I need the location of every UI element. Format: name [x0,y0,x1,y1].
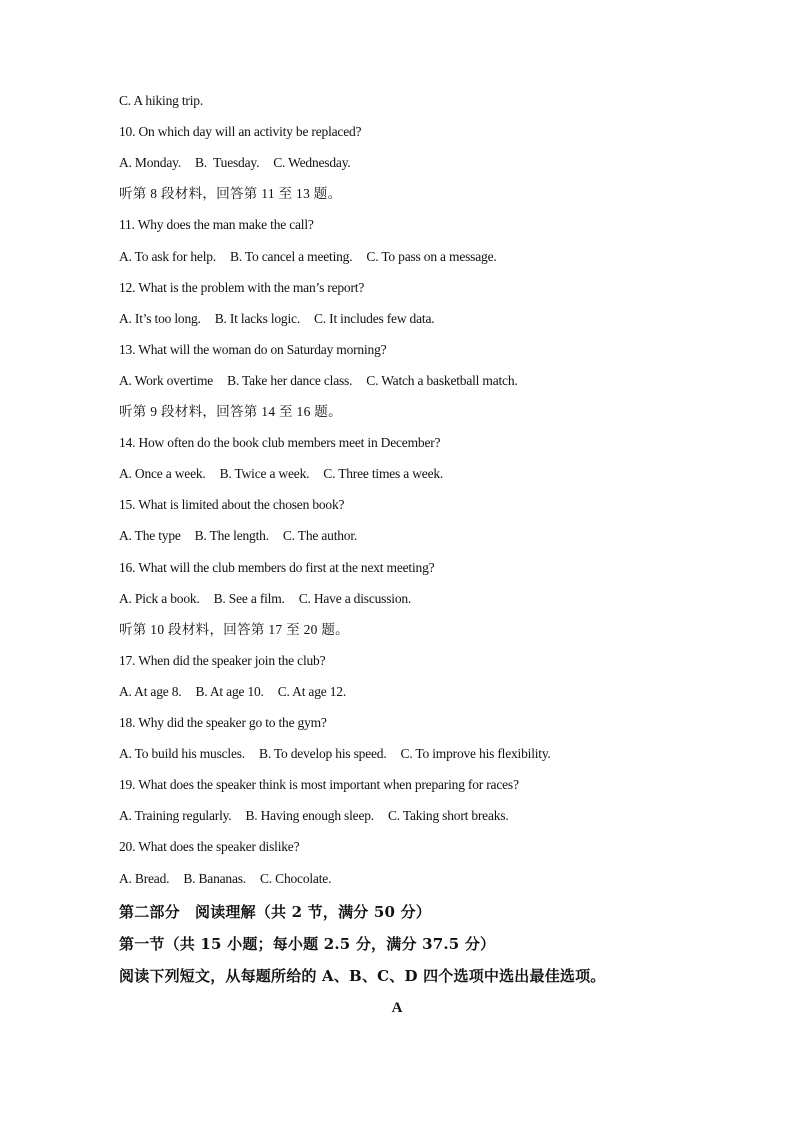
option-row [119,310,434,328]
answer-option: B. To develop his speed. [259,746,387,761]
answer-option: C. At age 12. [277,684,347,699]
question-text: 18. Why did the speaker go to the gym? [119,715,327,730]
question-text: 17. When did the speaker join the club? [119,653,326,668]
question-text: 12. What is the problem with the man’s report? [119,280,365,295]
answer-option: A. To ask for help. [119,249,216,264]
option-row [119,527,357,545]
section-instruction: 听第 10 段材料，回答第 17 至 20 题。 [119,622,349,637]
answer-option: A. Monday. [119,155,181,170]
option-row [119,465,443,483]
answer-option: C. It includes few data. [314,311,435,326]
option-row [119,248,497,266]
question-text: 14. How often do the book club members meet in December? [119,435,441,450]
question-text: 11. Why does the man make the call? [119,217,314,232]
answer-option: C. Have a discussion. [298,591,412,606]
question-text: 16. What will the club members do first at the next meeting? [119,560,435,575]
option-row [119,92,203,110]
answer-option: B. Having enough sleep. [245,808,374,823]
answer-option: B. See a film. [213,591,285,606]
option-row [119,807,509,825]
answer-option: A. Bread. [119,871,170,886]
question-text: 13. What will the woman do on Saturday morning? [119,342,387,357]
answer-option: B. Twice a week. [219,466,310,481]
option-row [119,745,551,763]
answer-option: A. Training regularly. [119,808,232,823]
answer-option: C. A hiking trip. [119,93,203,108]
answer-option: B. It lacks logic. [214,311,300,326]
option-row [119,590,411,608]
answer-option: C. The author. [282,528,358,543]
answer-option: B. At age 10. [195,684,264,699]
option-row [119,372,518,390]
answer-option: A. The type [119,528,181,543]
answer-option: C. Wednesday. [273,155,351,170]
section-instruction: 听第 9 段材料，回答第 14 至 16 题。 [119,404,342,419]
answer-option: C. To improve his flexibility. [400,746,551,761]
answer-option: C. To pass on a message. [366,249,497,264]
answer-option: A. It’s too long. [119,311,201,326]
section-heading: 第一节（共 15 小题；每小题 2.5 分，满分 37.5 分） [119,935,496,953]
answer-option: A. Work overtime [119,373,214,388]
instruction: 阅读下列短文，从每题所给的 A、B、C、D 四个选项中选出最佳选项。 [119,967,606,985]
answer-option: A. To build his muscles. [119,746,246,761]
option-row [119,154,351,172]
question-text: 20. What does the speaker dislike? [119,839,300,854]
part-heading: 第二部分 阅读理解（共 2 节，满分 50 分） [119,903,432,921]
question-text: 19. What does the speaker think is most important when preparing for races? [119,777,519,792]
section-instruction: 听第 8 段材料，回答第 11 至 13 题。 [119,186,342,201]
answer-option: C. Chocolate. [259,871,332,886]
option-row [119,683,346,701]
answer-option: A. At age 8. [119,684,182,699]
passage-label: A [391,1000,403,1016]
answer-option: B. Bananas. [183,871,246,886]
answer-option: B. Take her dance class. [227,373,353,388]
answer-option: C. Three times a week. [323,466,444,481]
answer-option: B. The length. [194,528,269,543]
answer-option: C. Watch a basketball match. [366,373,518,388]
answer-option: B. Tuesday. [195,155,260,170]
option-row [119,870,331,888]
question-text: 10. On which day will an activity be replaced? [119,124,362,139]
answer-option: A. Pick a book. [119,591,200,606]
answer-option: A. Once a week. [119,466,206,481]
question-text: 15. What is limited about the chosen book? [119,497,345,512]
answer-option: C. Taking short breaks. [387,808,509,823]
answer-option: B. To cancel a meeting. [230,249,353,264]
